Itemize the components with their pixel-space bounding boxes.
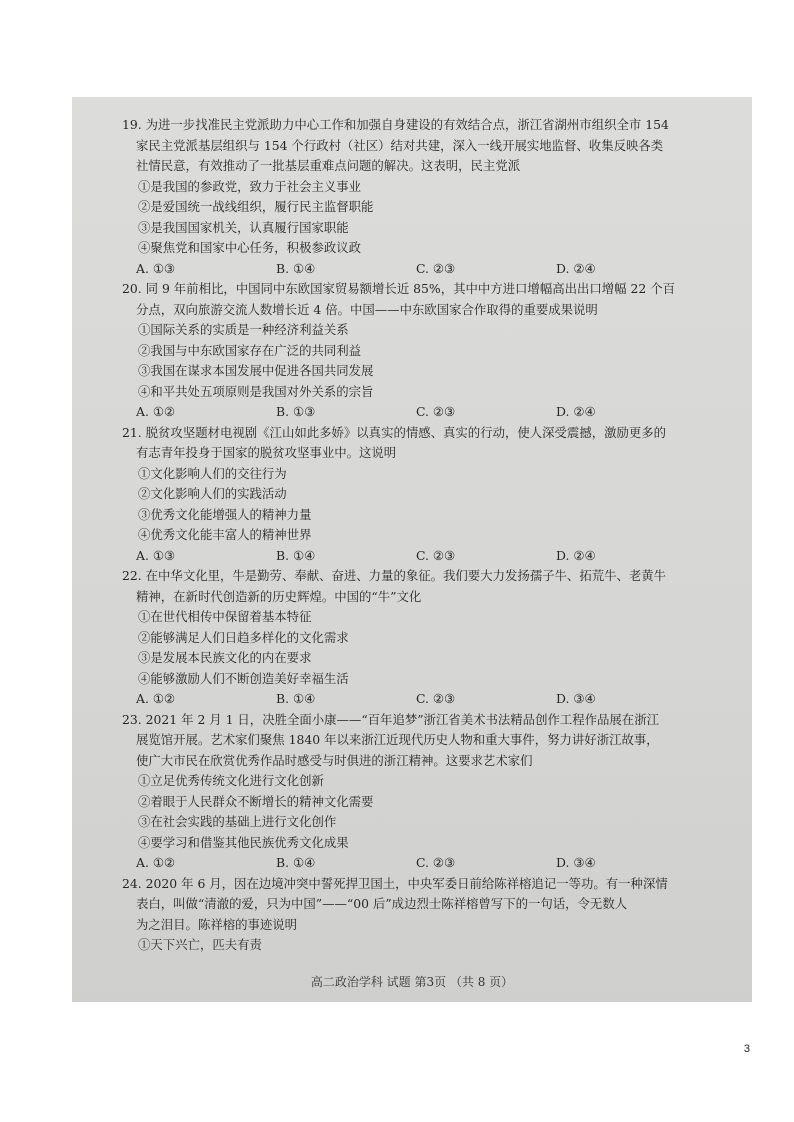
answer-choice[interactable]: A. ①② bbox=[136, 691, 176, 706]
question-block bbox=[122, 115, 718, 279]
question-block bbox=[122, 279, 718, 423]
statement-option: ②能够满足人们日趋多样化的文化需求 bbox=[138, 629, 349, 645]
question-stem-line: 社情民意，有效推动了一批基层重难点问题的解决。这表明，民主党派 bbox=[136, 158, 521, 173]
answer-choice[interactable]: C. ②③ bbox=[416, 404, 456, 419]
statement-option: ②我国与中东欧国家存在广泛的共同利益 bbox=[138, 342, 362, 358]
statement-option: ③是我国国家机关，认真履行国家职能 bbox=[138, 219, 349, 235]
answer-choices bbox=[122, 402, 718, 423]
question-stem-line: 23. 2021 年 2 月 1 日，决胜全面小康——“百年追梦”浙江省美术书法精品创作工程作品展在浙江 bbox=[122, 711, 659, 727]
answer-choice[interactable]: D. ②④ bbox=[556, 260, 596, 276]
answer-choice[interactable]: B. ①④ bbox=[276, 855, 316, 870]
answer-choices bbox=[122, 689, 718, 710]
answer-choice[interactable]: C. ②③ bbox=[416, 855, 456, 870]
answer-choice[interactable]: B. ①④ bbox=[276, 547, 316, 563]
statement-option: ②文化影响人们的实践活动 bbox=[138, 486, 287, 501]
question-stem-line: 24. 2020 年 6 月，因在边境冲突中誓死捍卫国土，中央军委日前给陈祥榕追记一等功。有一种深情 bbox=[122, 875, 668, 891]
scanned-page bbox=[72, 97, 752, 1002]
question-block bbox=[122, 423, 718, 567]
statement-option: ③在社会实践的基础上进行文化创作 bbox=[138, 814, 337, 829]
statement-option: ①立足优秀传统文化进行文化创新 bbox=[138, 773, 324, 788]
answer-choices bbox=[122, 853, 718, 874]
statement-option: ③是发展本民族文化的内在要求 bbox=[138, 650, 312, 665]
answer-choice[interactable]: D. ③④ bbox=[556, 691, 596, 706]
question-stem-line: 21. 脱贫攻坚题材电视剧《江山如此多娇》以真实的情感、真实的行动，使人深受震撼，激励更多的 bbox=[122, 424, 667, 440]
question-block bbox=[122, 566, 718, 710]
answer-choice[interactable]: C. ②③ bbox=[416, 260, 456, 276]
answer-choices bbox=[122, 546, 718, 567]
question-stem-line: 22. 在中华文化里，牛是勤劳、奉献、奋进、力量的象征。我们要大力发扬孺子牛、拓荒牛、老黄牛 bbox=[122, 568, 667, 583]
answer-choice[interactable]: B. ①③ bbox=[276, 404, 316, 419]
answer-choices bbox=[122, 259, 718, 280]
question-stem-line: 为之泪目。陈祥榕的事迹说明 bbox=[136, 916, 298, 932]
statement-option: ①是我国的参政党，致力于社会主义事业 bbox=[138, 178, 362, 194]
statement-option: ①文化影响人们的交往行为 bbox=[138, 465, 287, 481]
question-stem-line: 19. 为进一步找准民主党派助力中心工作和加强自身建设的有效结合点，浙江省湖州市组织全市 154 bbox=[122, 117, 669, 132]
answer-choice[interactable]: D. ②④ bbox=[556, 547, 596, 563]
answer-choice[interactable]: A. ①③ bbox=[136, 547, 176, 563]
question-stem-line: 20. 同 9 年前相比，中国同中东欧国家贸易额增长近 85%，其中中方进口增幅高出出口增幅 22 个百 bbox=[122, 281, 675, 296]
answer-choice[interactable]: A. ①② bbox=[136, 855, 176, 870]
question-stem-line: 家民主党派基层组织与 154 个行政村（社区）结对共建，深入一线开展实地监督、收集反映各类 bbox=[136, 137, 664, 153]
question-block bbox=[122, 710, 718, 874]
answer-choice[interactable]: D. ③④ bbox=[556, 855, 596, 870]
statement-option: ④和平共处五项原则是我国对外关系的宗旨 bbox=[138, 383, 374, 399]
statement-option: ①国际关系的实质是一种经济利益关系 bbox=[138, 322, 349, 337]
statement-option: ①在世代相传中保留着基本特征 bbox=[138, 609, 312, 624]
question-stem-line: 精神，在新时代创造新的历史辉煌。中国的“牛”文化 bbox=[136, 588, 422, 604]
answer-choice[interactable]: D. ②④ bbox=[556, 404, 596, 419]
answer-choice[interactable]: C. ②③ bbox=[416, 547, 456, 563]
answer-choice[interactable]: A. ①③ bbox=[136, 260, 176, 276]
question-stem-line: 表白，叫做“清澈的爱，只为中国”——“00 后”成边烈士陈祥榕曾写下的一句话，令无数人 bbox=[136, 896, 628, 911]
question-stem-line: 有志青年投身于国家的脱贫攻坚事业中。这说明 bbox=[136, 445, 397, 460]
statement-option: ①天下兴亡，匹夫有责 bbox=[138, 937, 262, 952]
answer-choice[interactable]: C. ②③ bbox=[416, 691, 456, 706]
statement-option: ③我国在谋求本国发展中促进各国共同发展 bbox=[138, 363, 374, 378]
answer-choice[interactable]: B. ①④ bbox=[276, 260, 316, 276]
statement-option: ④能够激励人们不断创造美好幸福生活 bbox=[138, 670, 349, 686]
question-stem-line: 展览馆开展。艺术家们聚焦 1840 年以来浙江近现代历史人物和重大事件，努力讲好浙江故事， bbox=[136, 732, 659, 747]
question-block bbox=[122, 874, 718, 956]
question-list bbox=[122, 115, 718, 956]
statement-option: ③优秀文化能增强人的精神力量 bbox=[138, 506, 312, 522]
answer-choice[interactable]: B. ①④ bbox=[276, 691, 316, 706]
statement-option: ④聚焦党和国家中心任务，积极参政议政 bbox=[138, 240, 362, 255]
statement-option: ②着眼于人民群众不断增长的精神文化需要 bbox=[138, 793, 374, 809]
statement-option: ②是爱国统一战线组织，履行民主监督职能 bbox=[138, 199, 374, 214]
page-footer: 高二政治学科 试题 第3页 （共 8 页） bbox=[310, 975, 514, 989]
question-stem-line: 使广大市民在欣赏优秀作品时感受与时俱进的浙江精神。这要求艺术家们 bbox=[136, 752, 533, 768]
page-number: 3 bbox=[743, 1043, 750, 1055]
question-stem-line: 分点，双向旅游交流人数增长近 4 倍。中国——中东欧国家合作取得的重要成果说明 bbox=[136, 301, 598, 317]
answer-choice[interactable]: A. ①② bbox=[136, 404, 176, 419]
statement-option: ④优秀文化能丰富人的精神世界 bbox=[138, 527, 312, 542]
statement-option: ④要学习和借鉴其他民族优秀文化成果 bbox=[138, 834, 349, 850]
